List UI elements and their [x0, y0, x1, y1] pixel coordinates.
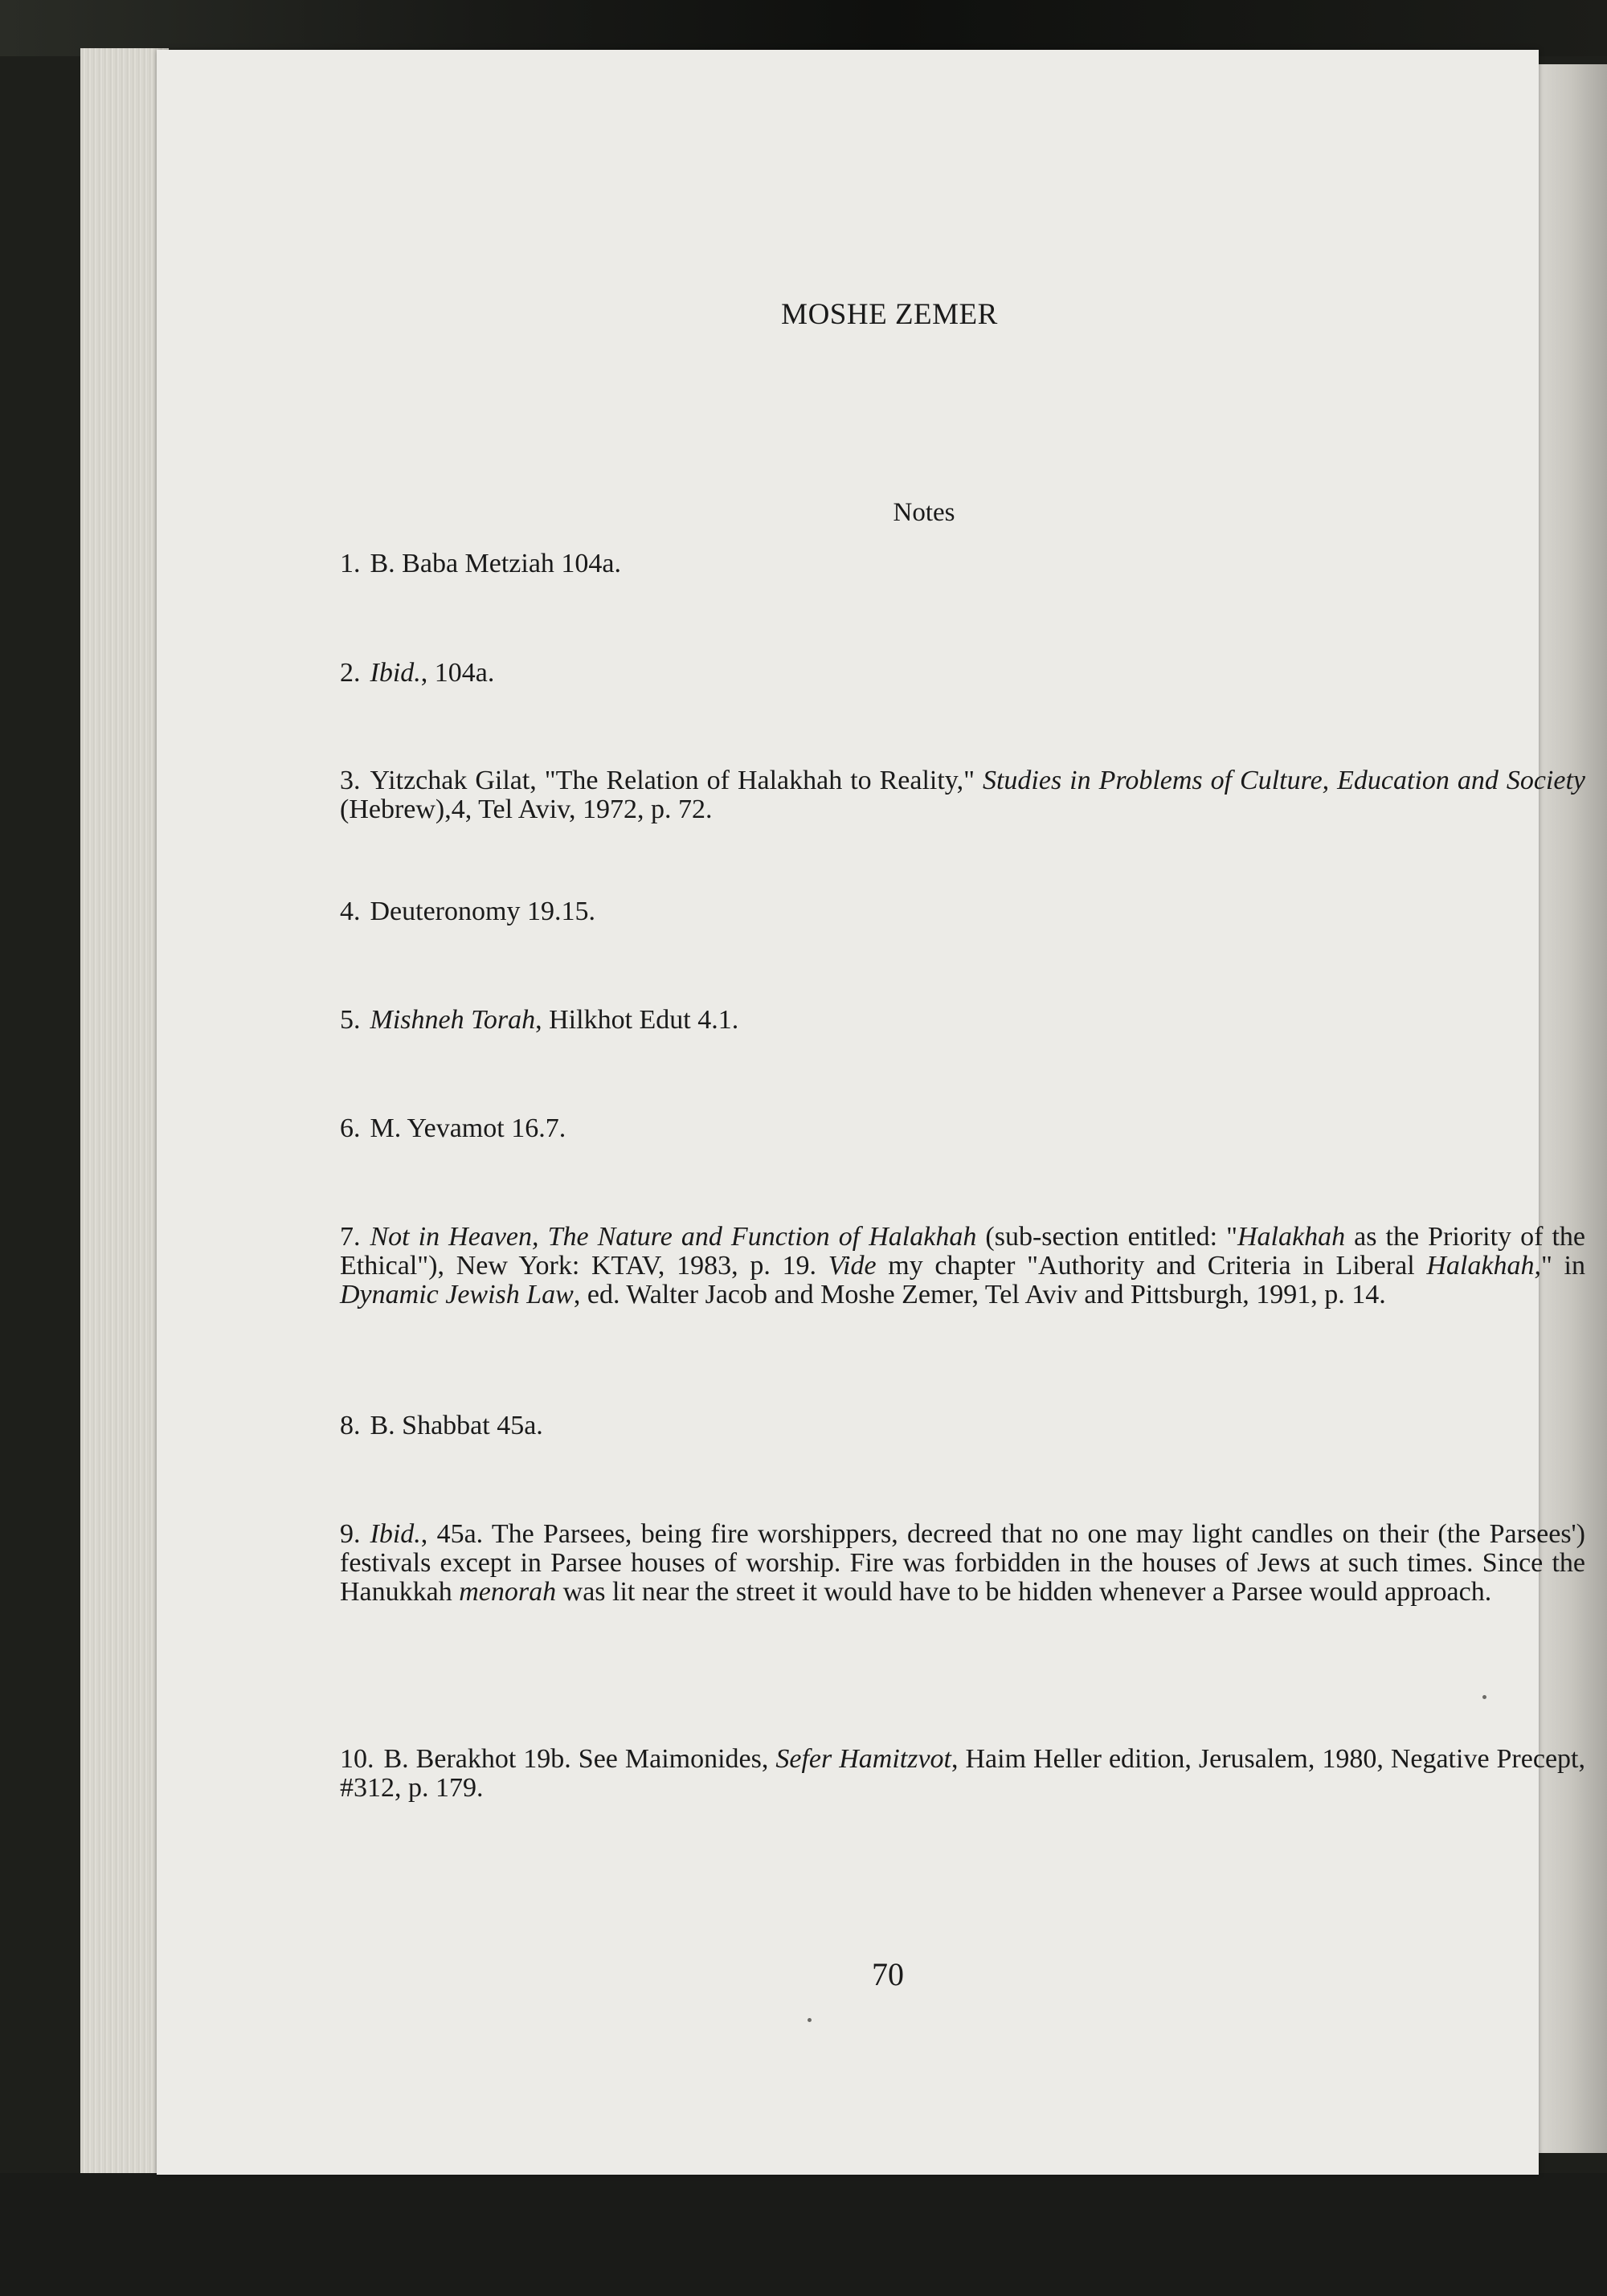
- note-text: " in: [1540, 1251, 1585, 1281]
- note-text: Deuteronomy 19.15.: [370, 897, 595, 926]
- note-4: [340, 897, 1585, 926]
- note-italic-text: Sefer Hamitzvot: [775, 1744, 951, 1774]
- note-text: B. Berakhot 19b. See Maimonides,: [383, 1744, 776, 1774]
- note-italic-text: Ibid.: [370, 658, 421, 688]
- note-number: 8.: [340, 1411, 361, 1440]
- note-text: , 45a. The Parsees, being fire worshippers, decreed that no one may light candles on their (the Parsees') festivals except in Parsee houses of worship. Fire was forbidden in the houses of Jews at such times. Since the Hanukkah: [340, 1519, 1585, 1607]
- note-number: 2.: [340, 658, 361, 688]
- note-italic-text: menorah: [459, 1577, 557, 1607]
- note-number: 3.: [340, 766, 361, 795]
- note-number: 6.: [340, 1113, 361, 1143]
- note-text: my chapter "Authority and Criteria in Liberal: [876, 1251, 1427, 1281]
- note-number: 9.: [340, 1519, 361, 1549]
- note-number: 10.: [340, 1744, 374, 1774]
- scan-speck: [1482, 1695, 1486, 1699]
- note-1: [340, 549, 1585, 578]
- note-6: [340, 1114, 1585, 1143]
- note-text: , Hilkhot Edut 4.1.: [535, 1005, 739, 1035]
- notes-heading: Notes: [893, 498, 955, 527]
- note-italic-text: Vide: [828, 1251, 877, 1281]
- note-italic-text: Mishneh Torah: [370, 1005, 536, 1035]
- book-page-stack-right: [1535, 64, 1607, 2153]
- note-number: 1.: [340, 549, 361, 578]
- note-3: [340, 766, 1585, 824]
- note-text: M. Yevamot 16.7.: [370, 1113, 566, 1143]
- page-number: 70: [872, 1956, 904, 1992]
- book-page-stack-left: [80, 48, 169, 2177]
- scan-background-bottom: [0, 2173, 1607, 2296]
- note-10: [340, 1745, 1585, 1803]
- note-text: (Hebrew),4, Tel Aviv, 1972, p. 72.: [340, 795, 713, 824]
- note-italic-text: Not in Heaven, The Nature and Function of Halakhah: [370, 1222, 977, 1252]
- note-text: (sub-section entitled: ": [976, 1222, 1237, 1252]
- note-italic-text: Halakhah: [1237, 1222, 1346, 1252]
- note-text: was lit near the street it would have to be hidden whenever a Parsee would approach.: [556, 1577, 1492, 1607]
- note-italic-text: Dynamic Jewish Law: [340, 1280, 574, 1309]
- note-text: B. Baba Metziah 104a.: [370, 549, 622, 578]
- note-text: as the Priority of the Ethical"), New York: KTAV, 1983, p. 19.: [340, 1222, 1585, 1281]
- note-text: Yitzchak Gilat, "The Relation of Halakhah to Reality,": [370, 766, 983, 795]
- note-number: 5.: [340, 1005, 361, 1035]
- note-number: 7.: [340, 1222, 361, 1252]
- scan-speck: [808, 2018, 812, 2022]
- note-9: [340, 1520, 1585, 1607]
- note-text: , ed. Walter Jacob and Moshe Zemer, Tel Aviv and Pittsburgh, 1991, p. 14.: [573, 1280, 1386, 1309]
- note-number: 4.: [340, 897, 361, 926]
- note-italic-text: Ibid.: [370, 1519, 421, 1549]
- note-text: , 104a.: [420, 658, 495, 688]
- book-page: [157, 50, 1585, 2175]
- note-8: [340, 1412, 1585, 1440]
- note-5: [340, 1006, 1585, 1035]
- running-head: MOSHE ZEMER: [781, 298, 998, 331]
- note-2: [340, 659, 1585, 688]
- scan-background-top: [0, 0, 1607, 56]
- note-italic-text: Halakhah,: [1426, 1251, 1541, 1281]
- note-7: [340, 1223, 1585, 1309]
- note-text: , Haim Heller edition, Jerusalem, 1980, Negative Precept, #312, p. 179.: [340, 1744, 1585, 1803]
- note-text: B. Shabbat 45a.: [370, 1411, 543, 1440]
- note-italic-text: Studies in Problems of Culture, Education and Society: [982, 766, 1585, 795]
